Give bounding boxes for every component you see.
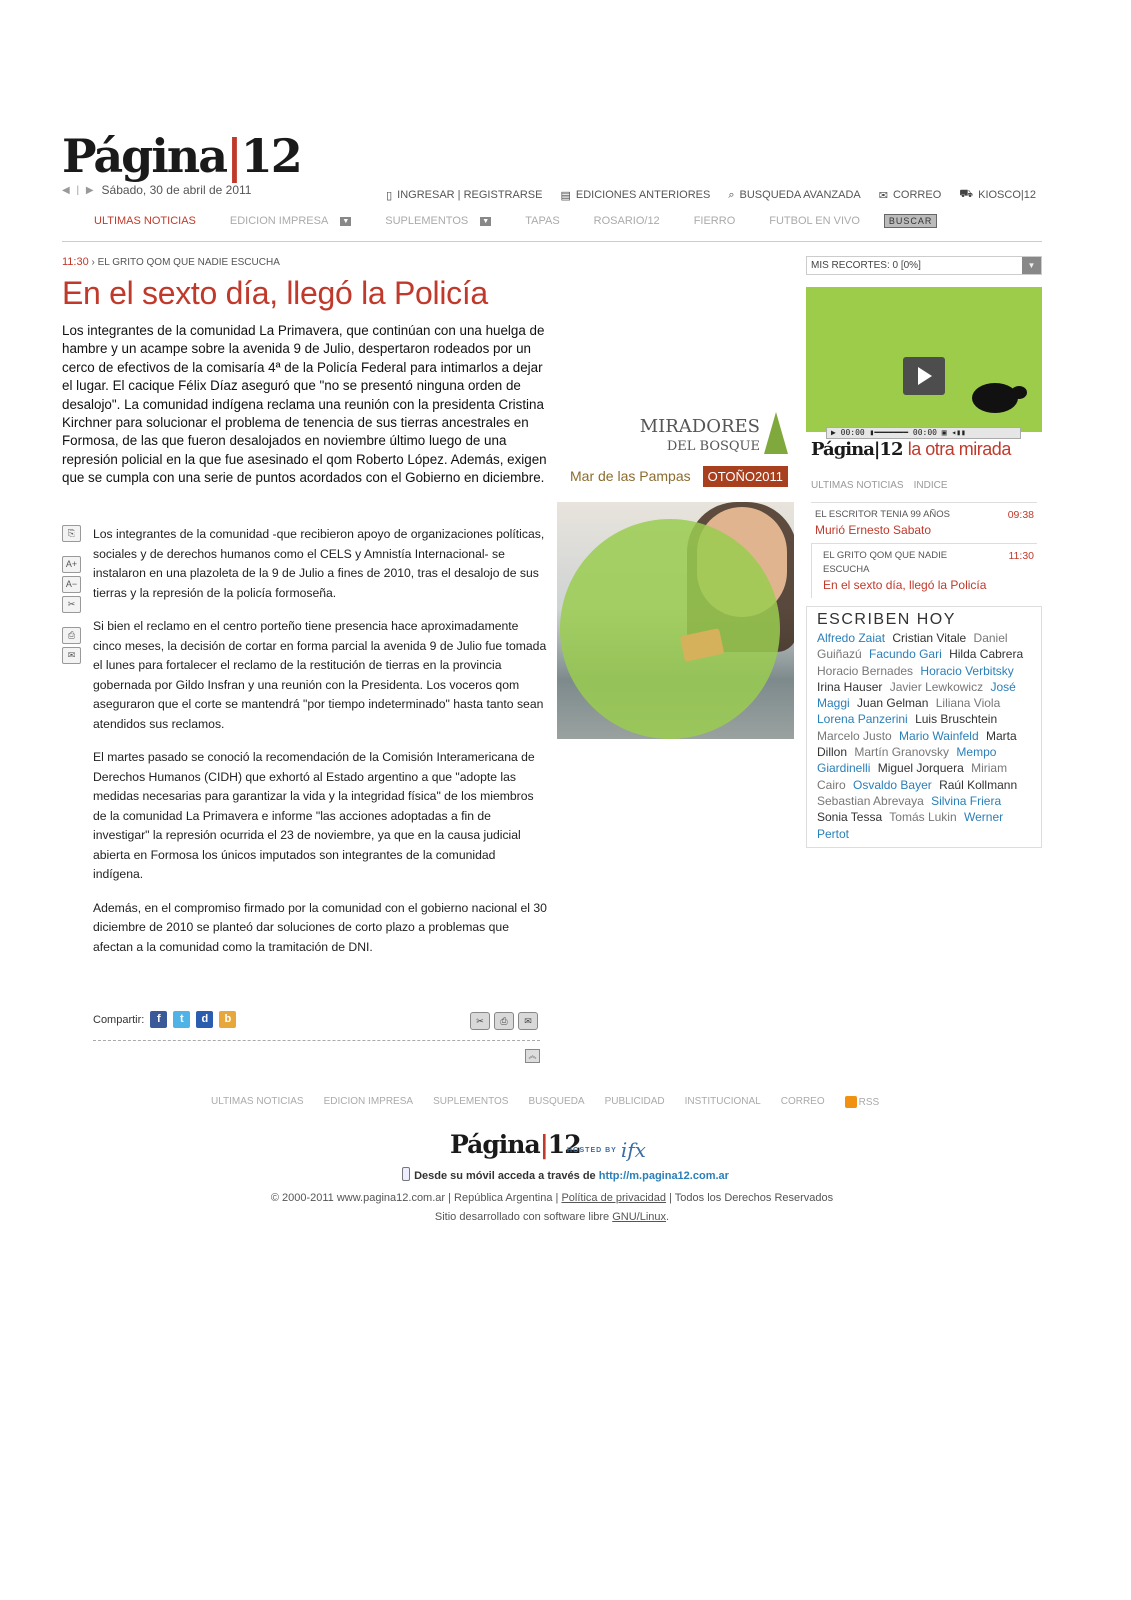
date-row [62, 183, 251, 197]
ad-green-circle [560, 519, 780, 739]
back-to-top-icon[interactable]: ︽ [525, 1049, 540, 1063]
software-dot: . [666, 1211, 670, 1223]
writer-link[interactable]: Horacio Bernades [817, 663, 914, 678]
miradores-logo [640, 418, 760, 456]
tools-spacer [62, 545, 82, 553]
miradores-ad[interactable] [568, 410, 790, 490]
toplink-label[interactable]: CORREO [892, 189, 942, 201]
search-button[interactable]: BUSCAR [884, 214, 938, 228]
sidebar-tabs [811, 480, 948, 491]
chevron-down-icon[interactable]: ▼ [480, 217, 491, 226]
article-section[interactable]: › EL GRITO QOM QUE NADIE ESCUCHA [91, 257, 280, 268]
font-increase-button[interactable]: A+ [62, 556, 81, 573]
writer-link[interactable]: Mempo Giardinelli [817, 745, 997, 776]
latest-news-list [811, 502, 1037, 598]
mis-recortes-dropdown[interactable] [806, 256, 1042, 275]
footer-link[interactable]: INSTITUCIONAL [684, 1096, 761, 1107]
play-icon[interactable] [903, 357, 945, 395]
footer-nav [211, 1096, 879, 1108]
writer-link[interactable]: Marta Dillon [817, 728, 1017, 760]
article-kicker [62, 256, 280, 268]
facebook-icon[interactable]: f [150, 1011, 167, 1028]
rss-link[interactable] [845, 1096, 880, 1108]
list-item[interactable] [811, 543, 1037, 598]
delicious-icon[interactable]: d [196, 1011, 213, 1028]
writer-link[interactable]: Mario Wainfeld [899, 728, 979, 743]
article-paragraph: El martes pasado se conoció la recomendación de la Comisión Interamericana de Derechos Humanos (CIDH) que exhortó al Estado argentino a que "adopte las medidas necesarias para garantizar la vida y la integridad física" de los miembros de la comunidad La Primavera e informe "las acciones adoptadas a fin de investigar" la represión ocurrida el 23 de noviembre, ya que en la causa judicial abierta en Formosa los únicos imputados son integrantes de la comunidad indígena. [93, 750, 535, 881]
player-controls[interactable]: ▶ 00:00 ▮━━━━━━━ 00:00 ▣ ◂▮▮ [826, 427, 1021, 439]
list-item[interactable] [811, 503, 1037, 543]
news-headline[interactable]: En el sexto día, llegó la Policía [823, 578, 987, 592]
print-icon[interactable]: ⎙ [62, 627, 81, 644]
article-lead: Los integrantes de la comunidad La Primavera, que continúan con una huelga de hambre y un acampe sobre la avenida 9 de Julio, despertaron rodeados por un cerco de efectivos de la comisaría 4ª de la Policía Federal para intimarlos a dejar el lugar. El cacique Félix Díaz aseguró que "no se presentó ninguna orden de desalojo". La comunidad indígena reclama una reunión con la presidenta Cristina Kirchner para solucionar el problema de tenencia de sus tierras ancestrales en Formosa, de las que fueron desalojados en noviembre último luego de una represión policial en la que fue asesinado el qom Roberto López. Además, exigen que se cumpla con una serie de puntos acordados con el Gobierno en diciembre. [62, 323, 547, 486]
copyright [0, 1189, 1104, 1227]
article-paragraph: Si bien el reclamo en el centro porteño tiene presencia hace aproximadamente cinco meses, la decisión de cortar en forma parcial la avenida 9 de Julio fue tomada el lunes para fortalecer el reclamo de la restitución de tierras en la provincia gobernada por Gildo Insfran y una reunión con la Presidenta. Los voceros qom aseguraron que el corte se mantendrá "por tiempo indeterminado" hasta tanto sean atendidos sus reclamos. [93, 619, 547, 731]
hosted-label: HOSTED BY [567, 1146, 617, 1154]
mobile-link[interactable]: http://m.pagina12.com.ar [598, 1170, 729, 1182]
share-label: Compartir: [93, 1013, 145, 1026]
share-tools [470, 1012, 538, 1030]
writer-link[interactable]: Luis Bruschtein [915, 712, 998, 727]
footer-link[interactable]: ULTIMAS NOTICIAS [211, 1096, 304, 1107]
mail-icon: ✉ [878, 189, 888, 202]
toplink-label[interactable]: EDICIONES ANTERIORES [575, 189, 711, 201]
footer-logo-text: Página [450, 1130, 540, 1159]
ad-season: OTOÑO2011 [703, 466, 788, 487]
footer-logo-bar: | [539, 1130, 548, 1159]
writer-link[interactable]: Facundo Gari [869, 647, 942, 662]
current-date: Sábado, 30 de abril de 2011 [101, 183, 252, 197]
site-logo[interactable] [62, 130, 301, 182]
toplink-1[interactable] [560, 188, 710, 202]
writer-link[interactable]: Martín Granovsky [854, 745, 950, 760]
toplink-label[interactable]: KIOSCO|12 [978, 189, 1036, 201]
copyright-text: © 2000-2011 www.pagina12.com.ar | República Argentina | [270, 1192, 559, 1204]
logo-text: Página [62, 129, 227, 183]
share-bar [93, 1011, 236, 1028]
footer-logo-number: 12 [547, 1130, 581, 1159]
writers-list [817, 630, 1031, 842]
writer-link[interactable]: Werner Pertot [817, 810, 1004, 841]
copyright-rights: | Todos los Derechos Reservados [669, 1192, 834, 1204]
writer-link[interactable]: Hilda Cabrera [949, 647, 1024, 662]
archive-icon: ▤ [560, 189, 571, 202]
writer-link[interactable]: José Maggi [817, 679, 1016, 711]
footer-link[interactable]: CORREO [780, 1096, 825, 1107]
video-tagline: la otra mirada [907, 439, 1011, 459]
share-divider [93, 1040, 540, 1041]
clip-icon[interactable]: ✂ [470, 1012, 490, 1030]
toplink-label[interactable]: INGRESAR | REGISTRARSE [397, 189, 543, 201]
writer-link[interactable]: Silvina Friera [931, 793, 1002, 808]
article-body [93, 525, 548, 971]
writer-link[interactable]: Daniel Guiñazú [817, 631, 1008, 662]
cart-icon: ⛟ [959, 188, 974, 200]
miradores-line2: DEL BOSQUE [666, 439, 760, 454]
nav-item-rosario-12[interactable] [594, 215, 660, 227]
writer-link[interactable]: Cristian Vitale [892, 631, 967, 645]
writer-link[interactable]: Horacio Verbitsky [920, 663, 1014, 678]
rss-icon [845, 1096, 857, 1108]
news-time: 09:38 [1007, 509, 1034, 521]
header-divider [62, 241, 1042, 242]
top-links [386, 188, 1036, 202]
hosted-by[interactable] [567, 1138, 646, 1162]
nav-item-suplementos[interactable] [385, 215, 491, 227]
bank-ad-image[interactable] [557, 502, 794, 739]
logo-number: 12 [240, 129, 301, 183]
nav-item-futbol-en-vivo[interactable] [769, 215, 860, 227]
writer-link[interactable]: Raúl Kollmann [939, 777, 1018, 792]
mobile-phone-icon [402, 1167, 410, 1181]
chevron-down-icon[interactable]: ▼ [1022, 257, 1041, 274]
writer-link[interactable]: Miguel Jorquera [877, 761, 964, 776]
news-kicker: EL ESCRITOR TENIA 99 AÑOS [815, 509, 950, 520]
nav-item-label[interactable]: ULTIMAS NOTICIAS [94, 215, 196, 227]
article-title: En el sexto día, llegó la Policía [62, 275, 488, 311]
miradores-line1: MIRADORES [639, 416, 760, 437]
tab-ultimas-noticias[interactable]: ULTIMAS NOTICIAS [811, 480, 904, 491]
nav-item-label[interactable]: FUTBOL EN VIVO [769, 215, 860, 227]
tree-icon [764, 412, 788, 454]
article-paragraph: Además, en el compromiso firmado por la comunidad con el gobierno nacional el 30 diciembre de 2010 se planteó dar soluciones de corto plazo a problemas que afectan a la comunidad como la tramitación de DNI. [93, 900, 547, 954]
tools-spacer [62, 616, 82, 624]
buzz-icon[interactable]: b [219, 1011, 236, 1028]
writer-link[interactable]: Tomás Lukin [889, 810, 957, 825]
nav-item-fierro[interactable] [694, 215, 736, 227]
phone-icon: ▯ [386, 189, 393, 202]
escriben-hoy-box [806, 606, 1042, 848]
footer-link[interactable]: SUPLEMENTOS [433, 1096, 509, 1107]
print-icon[interactable]: ⎙ [494, 1012, 514, 1030]
writer-link[interactable]: Lorena Panzerini [817, 712, 908, 727]
news-time: 11:30 [1008, 550, 1034, 562]
privacy-link[interactable]: Política de privacidad [561, 1192, 667, 1204]
writer-link[interactable]: Sonia Tessa [817, 810, 883, 825]
footer-logo[interactable] [450, 1130, 581, 1159]
rss-label[interactable]: RSS [858, 1096, 880, 1108]
escriben-title: ESCRIBEN HOY [817, 611, 956, 628]
video-brand-name: Página|12 [811, 439, 903, 460]
writer-link[interactable]: Marcelo Justo [817, 728, 892, 743]
video-player[interactable] [806, 287, 1042, 462]
article-paragraph: Los integrantes de la comunidad -que recibieron apoyo de organizaciones políticas, sociales y de derechos humanos como el CELS y Amnistía Internacional- se instalaron en una plazoleta de la 9 de Julio a fines de 2010, tras el desalojo de sus tierras y la represión de la policía formoseña. [93, 527, 545, 600]
article-tools [62, 525, 82, 664]
writer-link[interactable]: Sebastian Abrevaya [817, 793, 924, 808]
mobile-text: Desde su móvil acceda a través de [414, 1170, 596, 1182]
toplink-4[interactable] [959, 188, 1036, 202]
footer-link[interactable]: BUSQUEDA [528, 1096, 585, 1107]
footer-link[interactable]: EDICION IMPRESA [323, 1096, 414, 1107]
ad-location: Mar de las Pampas [570, 468, 691, 484]
toplink-0[interactable] [386, 188, 542, 202]
writer-link[interactable]: Irina Hauser [817, 679, 883, 694]
toplink-2[interactable] [728, 188, 860, 202]
video-brand [811, 439, 1011, 460]
recortes-label: MIS RECORTES: 0 [0%] [811, 260, 921, 271]
logo-bar: | [226, 129, 241, 183]
news-kicker: EL GRITO QOM QUE NADIE ESCUCHA [823, 550, 948, 575]
tab-indice[interactable]: INDICE [913, 480, 948, 491]
footer-link[interactable]: PUBLICIDAD [604, 1096, 665, 1107]
main-nav [94, 214, 937, 228]
gnu-linux-link[interactable]: GNU/Linux [612, 1211, 667, 1223]
software-text: Sitio desarrollado con software libre [434, 1211, 610, 1223]
nav-item-label[interactable]: ROSARIO/12 [593, 215, 660, 227]
toplink-3[interactable] [879, 188, 942, 202]
nav-item-ultimas-noticias[interactable] [94, 215, 196, 227]
nav-item-label[interactable]: TAPAS [525, 215, 560, 227]
twitter-icon[interactable]: t [173, 1011, 190, 1028]
date-nav-arrows-icon[interactable]: ◀ | ▶ [62, 184, 96, 196]
writer-link[interactable]: Alfredo Zaiat [817, 631, 886, 645]
mobile-access [0, 1167, 1131, 1182]
sheep-icon [972, 383, 1018, 413]
writer-link[interactable]: Juan Gelman [857, 696, 929, 711]
writer-link[interactable]: Liliana Viola [935, 696, 1001, 711]
toplink-label[interactable]: BUSQUEDA AVANZADA [739, 189, 861, 201]
search-icon: ⌕ [728, 188, 735, 201]
article-time: 11:30 [62, 256, 89, 268]
clip-icon[interactable]: ✂ [62, 596, 81, 613]
nav-item-tapas[interactable] [525, 215, 559, 227]
writer-link[interactable]: Javier Lewkowicz [889, 679, 984, 694]
email-icon[interactable]: ✉ [518, 1012, 538, 1030]
email-icon[interactable]: ✉ [62, 647, 81, 664]
nav-item-edicion-impresa[interactable] [230, 215, 351, 227]
nav-item-label[interactable]: EDICION IMPRESA [229, 215, 329, 227]
send-icon[interactable]: ⎘ [62, 525, 81, 542]
ifx-logo-icon: ifx [620, 1138, 646, 1162]
chevron-down-icon[interactable]: ▼ [340, 217, 351, 226]
news-headline[interactable]: Murió Ernesto Sabato [815, 523, 932, 537]
nav-item-label[interactable]: FIERRO [693, 215, 736, 227]
writer-link[interactable]: Osvaldo Bayer [853, 777, 932, 792]
font-decrease-button[interactable]: A− [62, 576, 81, 593]
writer-link[interactable]: Miriam Cairo [817, 761, 1008, 792]
nav-item-label[interactable]: SUPLEMENTOS [385, 215, 469, 227]
